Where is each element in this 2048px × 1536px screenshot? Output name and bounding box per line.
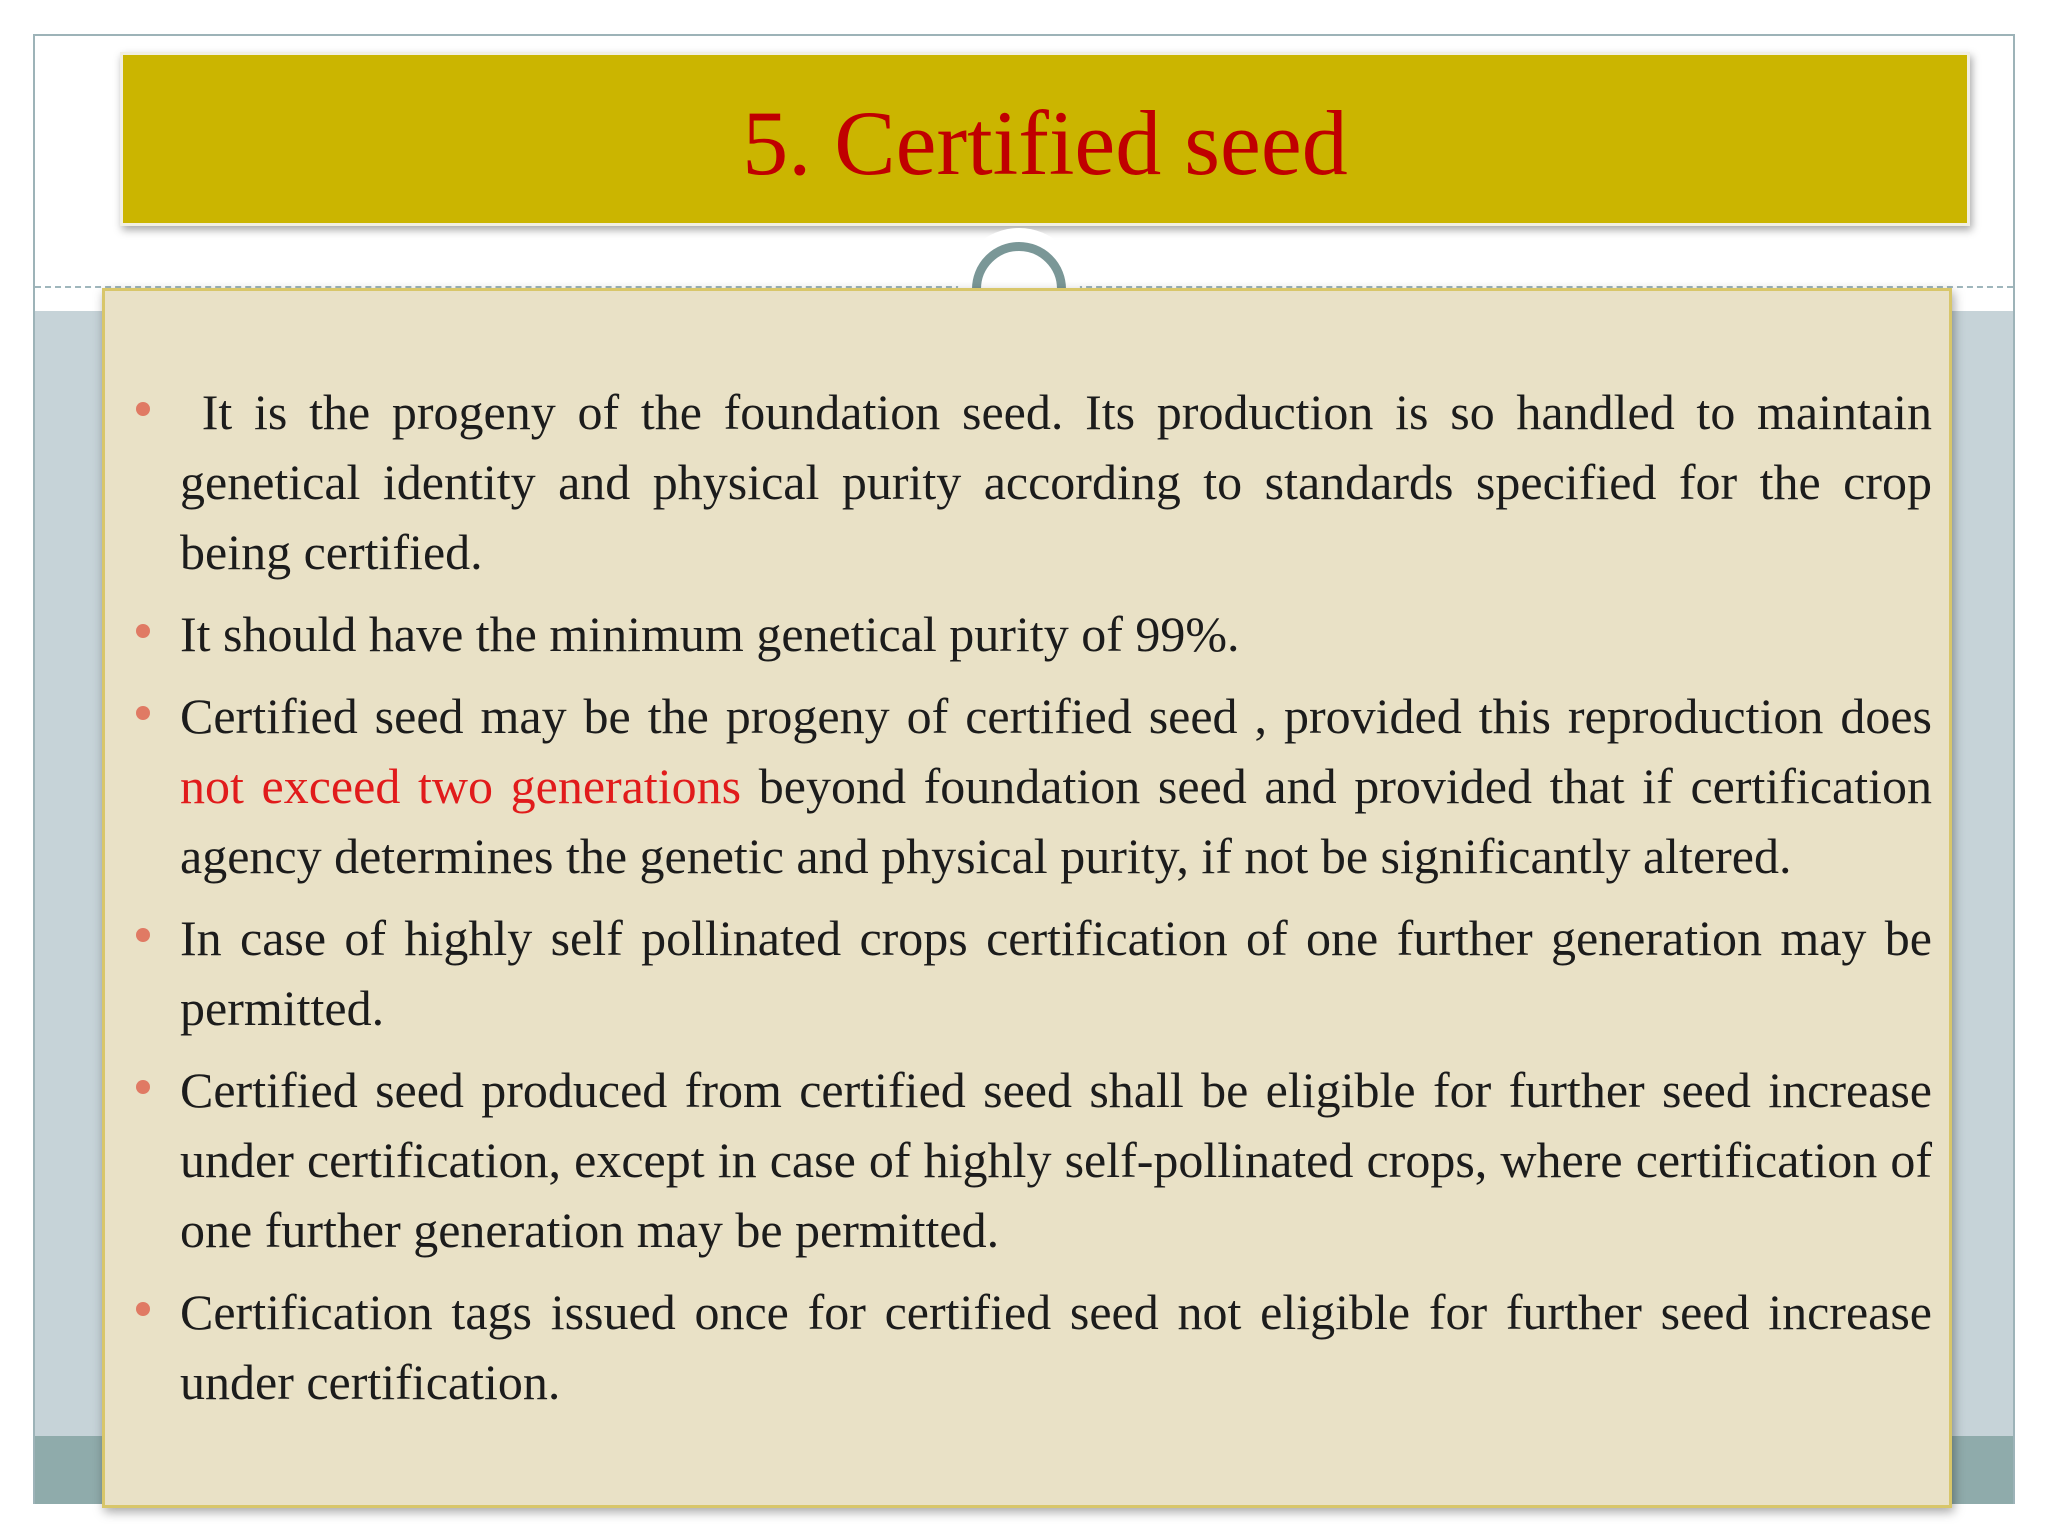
bullet-item [180, 1055, 1932, 1265]
bullet-dot-icon [136, 402, 150, 416]
bullet-dot-icon [136, 624, 150, 638]
bullet-text-before: Certified seed may be the progeny of certified seed , provided this reproduction does [180, 688, 1932, 744]
bullet-dot-icon [136, 1080, 150, 1094]
content-box [102, 288, 1952, 1508]
title-bar [120, 52, 1970, 226]
bullet-item [180, 377, 1932, 587]
bullet-dot-icon [136, 1302, 150, 1316]
bullet-item [180, 903, 1932, 1043]
slide-title: 5. Certified seed [742, 92, 1348, 194]
bullet-list [180, 377, 1932, 1429]
bullet-text: Certification tags issued once for certified seed not eligible for further seed increase under certification. [180, 1284, 1932, 1410]
highlighted-text: not exceed two generations [180, 758, 742, 814]
bullet-text: It should have the minimum genetical purity of 99%. [180, 606, 1240, 662]
bullet-text: Certified seed produced from certified seed shall be eligible for further seed increase under certification, except in case of highly self-pollinated crops, where certification of one further generation may be permitted. [180, 1062, 1932, 1258]
bullet-dot-icon [136, 928, 150, 942]
bullet-item [180, 599, 1932, 669]
bullet-dot-icon [136, 706, 150, 720]
bullet-item [180, 681, 1932, 891]
bullet-text: In case of highly self pollinated crops certification of one further generation may be permitted. [180, 910, 1932, 1036]
bullet-item [180, 1277, 1932, 1417]
bullet-text-after: beyond foundation seed and provided that if certification agency determines the genetic and physical purity, if not be significantly altered. [180, 758, 1932, 884]
bullet-text: It is the progeny of the foundation seed. Its production is so handled to maintain genetical identity and physical purity according to standards specified for the crop being certified. [180, 384, 1932, 580]
